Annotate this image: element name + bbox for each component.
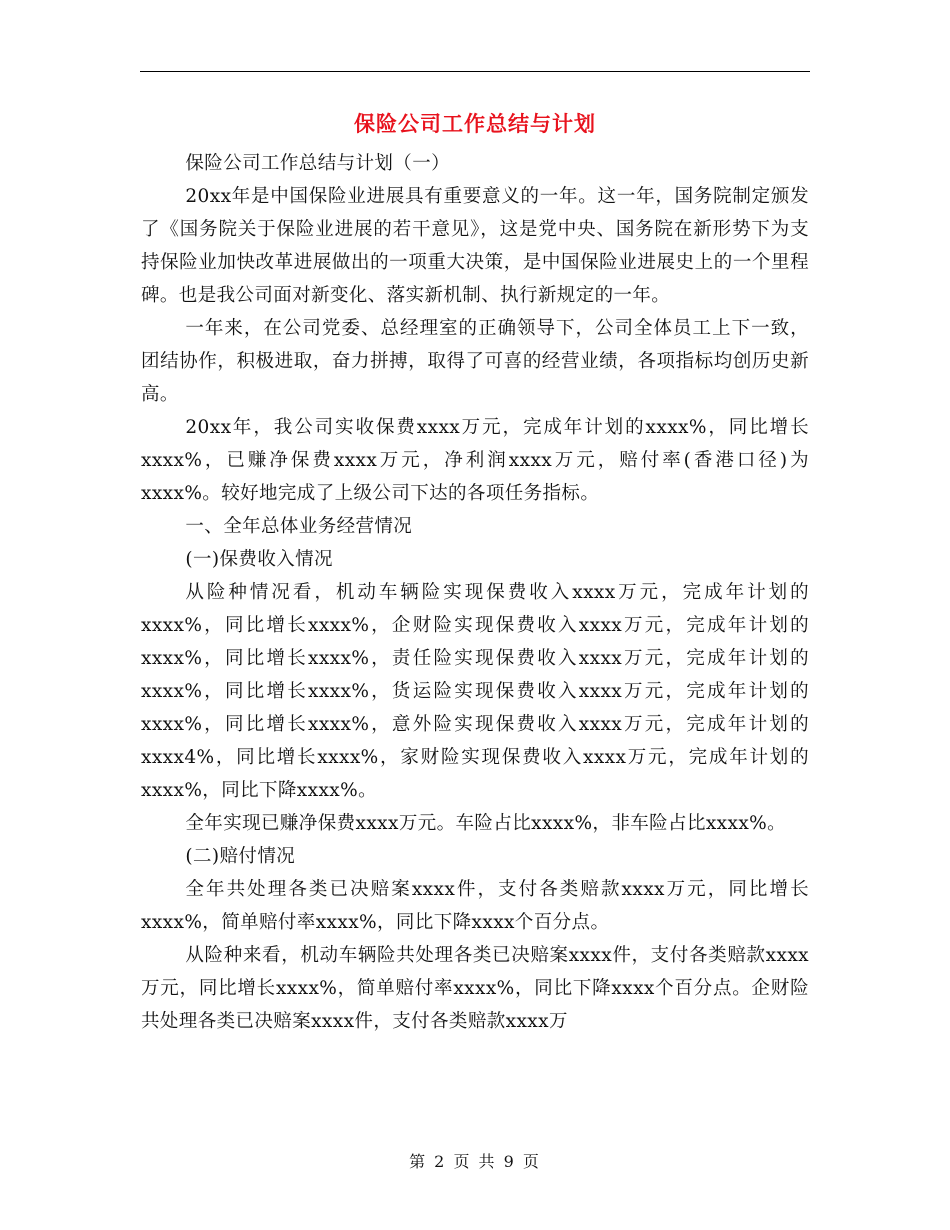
section-heading: 一、全年总体业务经营情况: [185, 516, 413, 537]
subsection-heading: (一)保费收入情况: [185, 549, 333, 570]
page-number: 第 2 页 共 9 页: [409, 1152, 541, 1171]
body-paragraph: 从险种情况看，机动车辆险实现保费收入xxxx万元，完成年计划的xxxx%，同比增长xxxx%，企财险实现保费收入xxxx万元，完成年计划的xxxx%，同比增长xxxx%，责任险实现保费收入xxxx万元，完成年计划的xxxx%，同比增长xxxx%，货运险实现保费收入xxxx万元，完成年计划的xxxx%，同比增长xxxx%，意外险实现保费收入xxxx万元，完成年计划的xxxx4%，同比增长xxxx%，家财险实现保费收入xxxx万元，完成年计划的xxxx%，同比下降xxxx%。: [141, 582, 809, 801]
body-paragraph: 全年共处理各类已决赔案xxxx件，支付各类赔款xxxx万元，同比增长xxxx%，简单赔付率xxxx%，同比下降xxxx个百分点。: [141, 879, 809, 933]
header-rule: [140, 71, 810, 72]
body-paragraph: 20xx年，我公司实收保费xxxx万元，完成年计划的xxxx%，同比增长xxxx%，已赚净保费xxxx万元，净利润xxxx万元，赔付率(香港口径)为xxxx%。较好地完成了上级公司下达的各项任务指标。: [141, 417, 809, 504]
document-body: [141, 147, 809, 1038]
body-paragraph: 一年来，在公司党委、总经理室的正确领导下，公司全体员工上下一致，团结协作，积极进取，奋力拼搏，取得了可喜的经营业绩，各项指标均创历史新高。: [141, 318, 809, 405]
body-paragraph: 20xx年是中国保险业进展具有重要意义的一年。这一年，国务院制定颁发了《国务院关于保险业进展的若干意见》，这是党中央、国务院在新形势下为支持保险业加快改革进展做出的一项重大决策，是中国保险业进展史上的一个里程碑。也是我公司面对新变化、落实新机制、执行新规定的一年。: [141, 186, 809, 306]
subtitle-paragraph: 保险公司工作总结与计划（一）: [185, 153, 450, 174]
subsection-heading: (二)赔付情况: [185, 846, 296, 867]
body-paragraph: 从险种来看，机动车辆险共处理各类已决赔案xxxx件，支付各类赔款xxxx万元，同比增长xxxx%，简单赔付率xxxx%，同比下降xxxx个百分点。企财险共处理各类已决赔案xxxx件，支付各类赔款xxxx万: [141, 945, 809, 1032]
document-title: 保险公司工作总结与计划: [354, 112, 596, 136]
body-paragraph: 全年实现已赚净保费xxxx万元。车险占比xxxx%，非车险占比xxxx%。: [185, 813, 787, 834]
